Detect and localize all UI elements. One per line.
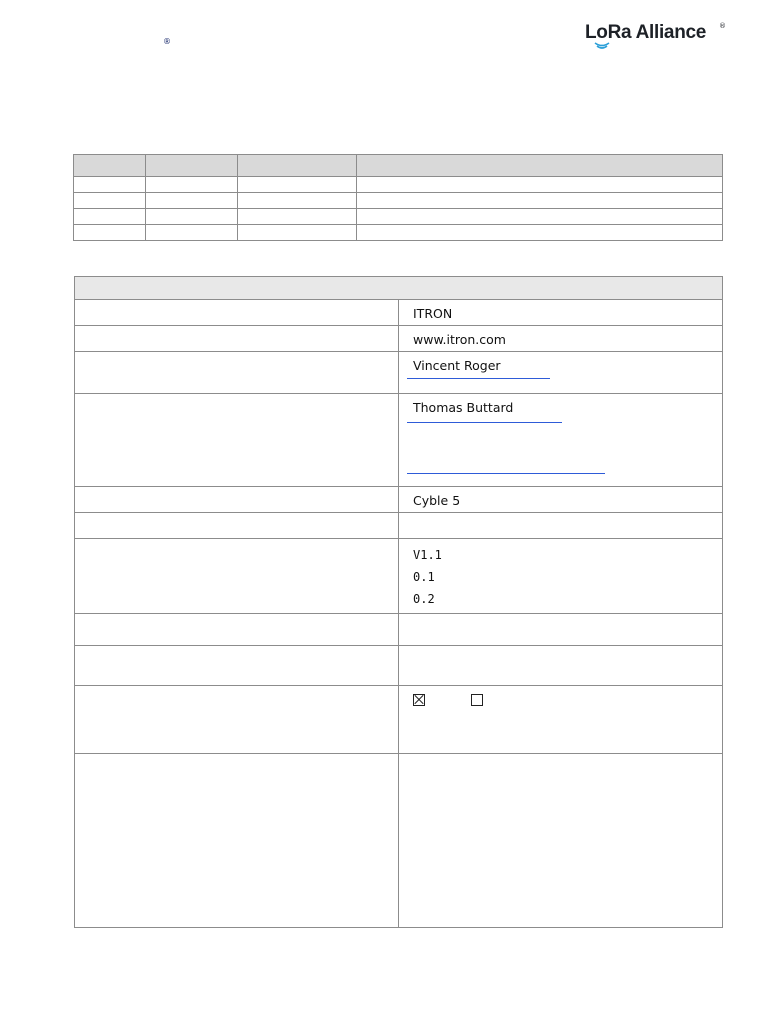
label-cell [75, 326, 399, 352]
table-row [75, 539, 723, 614]
label-cell [75, 300, 399, 326]
logo-text: LoRa Alliance [585, 22, 707, 43]
header-cell [357, 155, 723, 177]
table-row [75, 614, 723, 646]
versions-cell [399, 539, 723, 614]
label-cell [75, 352, 399, 394]
version-value: 0.2 [413, 592, 435, 606]
product-name-value: Cyble 5 [399, 487, 723, 513]
table-row [75, 513, 723, 539]
table-row [75, 646, 723, 686]
contact-1-cell [399, 352, 723, 394]
table-row [75, 352, 723, 394]
table-row [74, 209, 723, 225]
empty-value [399, 614, 723, 646]
empty-value [399, 513, 723, 539]
label-cell [75, 539, 399, 614]
checkbox-2[interactable] [471, 694, 483, 706]
version-value: V1.1 [413, 548, 442, 562]
table-row [75, 300, 723, 326]
device-info-table [74, 276, 723, 928]
label-cell [75, 754, 399, 928]
header-cell [238, 155, 357, 177]
table-row [74, 225, 723, 241]
contact-2-cell [399, 394, 723, 487]
label-cell [75, 487, 399, 513]
registered-mark: ® [163, 37, 171, 46]
info-table-header-row [75, 277, 723, 300]
checkbox-cell [399, 686, 723, 754]
table-row [75, 487, 723, 513]
table-row [75, 326, 723, 352]
logo-registered-mark: ® [719, 22, 726, 30]
header-cell [146, 155, 238, 177]
checkbox-1[interactable] [413, 694, 425, 706]
table-row [74, 177, 723, 193]
contact-2-secondary-link[interactable] [407, 473, 605, 474]
signal-wave-icon [593, 41, 611, 51]
label-cell [75, 513, 399, 539]
contact-1-name: Vincent Roger [413, 358, 501, 373]
company-name-value: ITRON [399, 300, 723, 326]
empty-value [399, 754, 723, 928]
version-value: 0.1 [413, 570, 435, 584]
table-row [75, 686, 723, 754]
table-row [75, 754, 723, 928]
label-cell [75, 614, 399, 646]
label-cell [75, 646, 399, 686]
empty-value [399, 646, 723, 686]
contact-2-name: Thomas Buttard [413, 400, 514, 415]
contact-2-email-link[interactable] [407, 422, 562, 423]
header-cell [74, 155, 146, 177]
website-value: www.itron.com [399, 326, 723, 352]
revision-table-header-row [74, 155, 723, 177]
label-cell [75, 394, 399, 487]
label-cell [75, 686, 399, 754]
table-row [74, 193, 723, 209]
revision-history-table [73, 154, 723, 241]
table-row [75, 394, 723, 487]
contact-1-email-link[interactable] [407, 378, 550, 379]
